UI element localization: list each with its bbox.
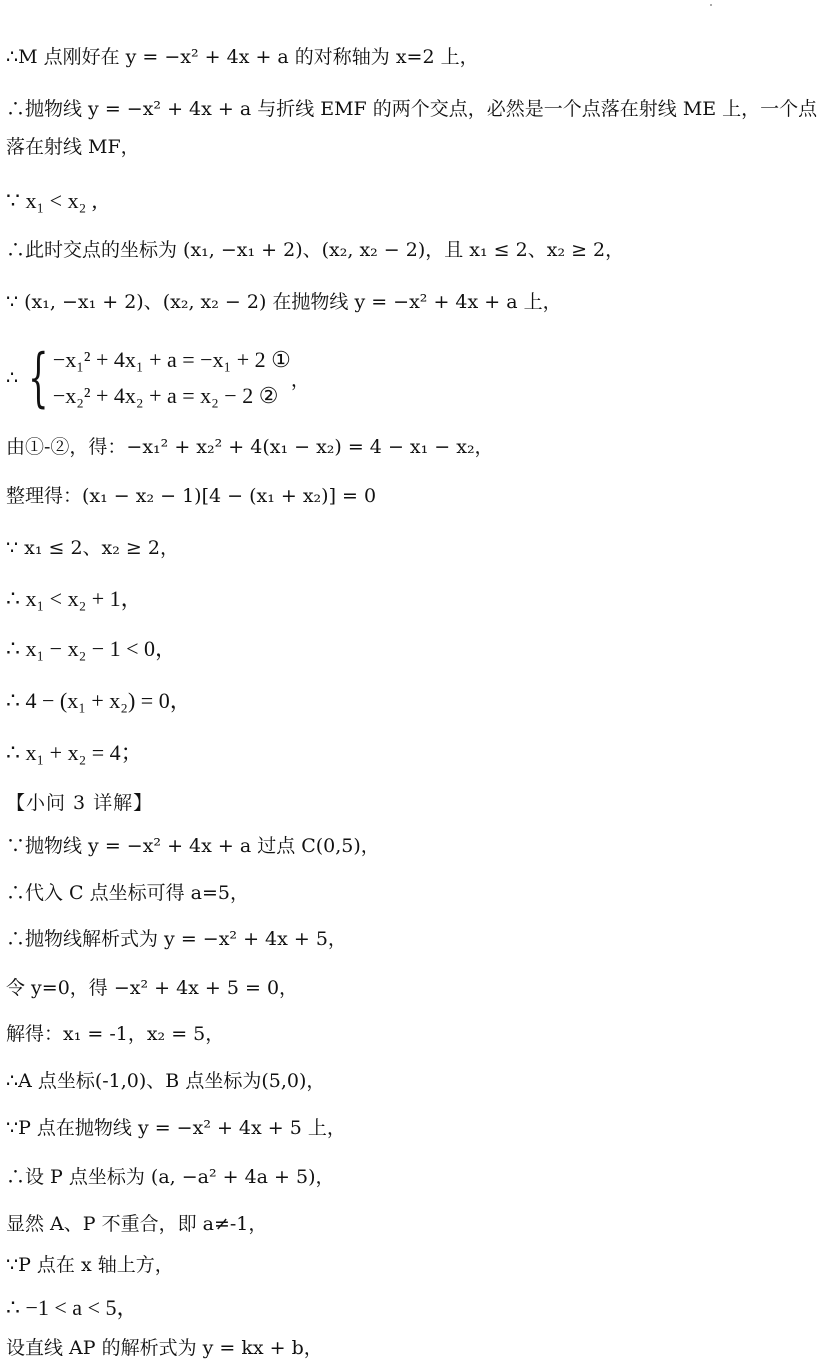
text-line: ∴ 4 − (x₁ + x₂) = 0， (6, 688, 192, 713)
text-line: 令 y=0，得 −x² + 4x + 5 = 0， (6, 977, 299, 999)
text-line: ∴M 点刚好在 y = −x² + 4x + a 的对称轴为 x=2 上， (6, 46, 479, 68)
text-line: 解得：x₁ = -1，x₂ = 5， (6, 1023, 225, 1045)
text-line: ∵P 点在抛物线 y = −x² + 4x + 5 上， (6, 1117, 346, 1139)
text-line: 由①-②，得：−x₁² + x₂² + 4(x₁ − x₂) = 4 − x₁ − x₂， (6, 436, 494, 458)
text-line: ∵ x₁ ≤ 2、x₂ ≥ 2， (6, 537, 179, 559)
text-line: ∴代入 C 点坐标可得 a=5， (6, 882, 249, 904)
text-line: ∴ −1 < a < 5， (6, 1295, 139, 1320)
system-suffix: ， (290, 368, 310, 391)
therefore-symbol: ∴ (6, 367, 19, 389)
left-brace: { (28, 341, 49, 415)
text-line: ∵ (x₁, −x₁ + 2)、(x₂, x₂ − 2) 在抛物线 y = −x² + 4x + a 上， (6, 291, 562, 313)
text-line: ∴ x₁ < x₂ + 1， (6, 586, 143, 611)
text-line: ∴设 P 点坐标为 (a, −a² + 4a + 5)， (6, 1166, 335, 1188)
equation-2: −x₂² + 4x₂ + a = x₂ − 2 ② (52, 383, 279, 408)
text-line: 显然 A、P 不重合，即 a≠-1， (6, 1213, 268, 1235)
section-heading: 【小问 3 详解】 (6, 792, 154, 814)
text-line: ∵ x₁ < x₂ , (6, 188, 98, 213)
text-line: 整理得：(x₁ − x₂ − 1)[4 − (x₁ + x₂)] = 0 (6, 485, 377, 507)
scan-speck (710, 4, 712, 6)
equation-system (6, 343, 310, 413)
equation-1: −x₁² + 4x₁ + a = −x₁ + 2 ① (52, 347, 291, 372)
text-line: ∴抛物线解析式为 y = −x² + 4x + 5， (6, 928, 347, 950)
text-line: ∵P 点在 x 轴上方， (6, 1254, 174, 1276)
text-line: ∴A 点坐标(-1,0)、B 点坐标为(5,0)， (6, 1070, 326, 1092)
text-line: ∵抛物线 y = −x² + 4x + a 过点 C(0,5)， (6, 835, 380, 857)
text-line: ∴ x₁ − x₂ − 1 < 0， (6, 636, 178, 661)
text-line: ∴抛物线 y = −x² + 4x + a 与折线 EMF 的两个交点，必然是一个点落在射线 ME 上，一个点落在射线 MF， (6, 98, 818, 158)
text-line: ∴此时交点的坐标为 (x₁, −x₁ + 2)、(x₂, x₂ − 2)，且 x₁ ≤ 2、x₂ ≥ 2， (6, 239, 625, 261)
text-line: ∴ x₁ + x₂ = 4； (6, 740, 143, 765)
text-line: 设直线 AP 的解析式为 y = kx + b， (6, 1337, 323, 1359)
